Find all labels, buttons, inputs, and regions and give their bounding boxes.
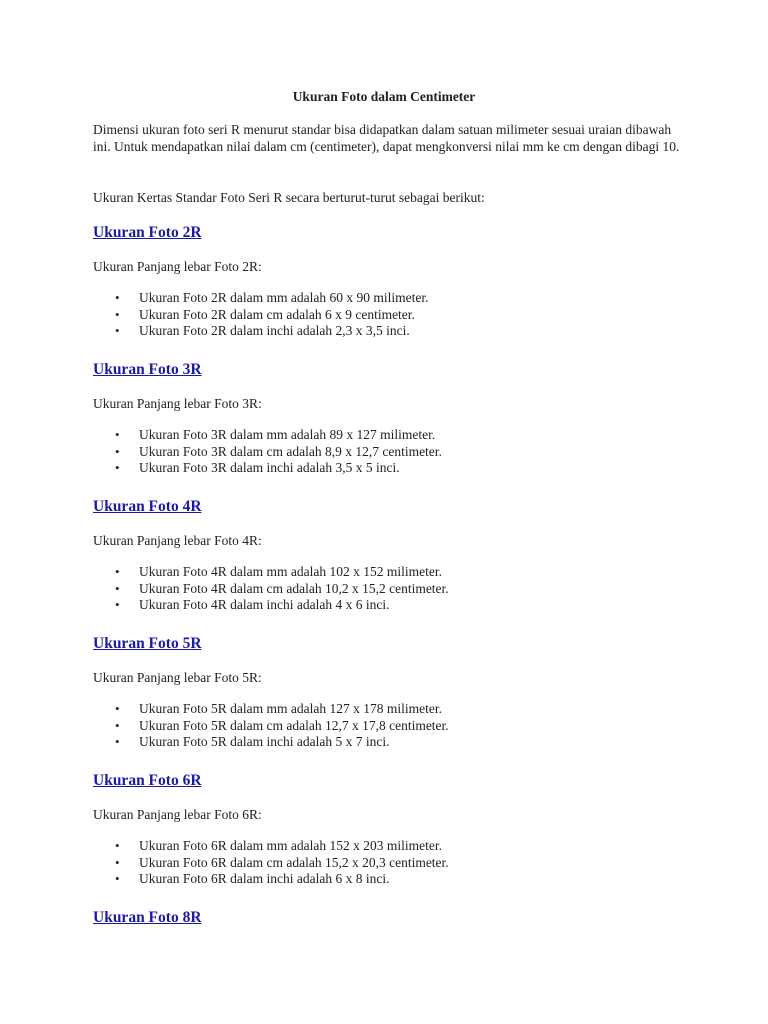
size-list xyxy=(93,290,693,340)
list-item-text: Ukuran Foto 3R dalam inchi adalah 3,5 x 5 inci. xyxy=(139,460,400,476)
size-list xyxy=(93,838,693,888)
list-item xyxy=(93,427,693,444)
list-item-text: Ukuran Foto 6R dalam cm adalah 15,2 x 20,3 centimeter. xyxy=(139,854,449,870)
list-item xyxy=(93,597,693,614)
section-5r xyxy=(93,634,693,771)
list-item-text: Ukuran Foto 5R dalam cm adalah 12,7 x 17,8 centimeter. xyxy=(139,717,449,733)
bullet-icon: • xyxy=(115,734,120,750)
bullet-icon: • xyxy=(115,871,120,887)
section-2r xyxy=(93,223,693,360)
bullet-icon: • xyxy=(115,306,120,322)
section-6r xyxy=(93,771,693,908)
list-item-text: Ukuran Foto 3R dalam cm adalah 8,9 x 12,7 centimeter. xyxy=(139,443,442,459)
section-4r xyxy=(93,497,693,634)
section-heading-link[interactable]: Ukuran Foto 6R xyxy=(93,772,202,789)
list-item-text: Ukuran Foto 6R dalam inchi adalah 6 x 8 inci. xyxy=(139,871,390,887)
bullet-icon: • xyxy=(115,701,120,716)
bullet-icon: • xyxy=(115,564,120,579)
section-heading-link[interactable]: Ukuran Foto 5R xyxy=(93,635,202,652)
section-heading-link[interactable]: Ukuran Foto 4R xyxy=(93,498,202,515)
bullet-icon: • xyxy=(115,290,120,305)
list-item-text: Ukuran Foto 2R dalam mm adalah 60 x 90 milimeter. xyxy=(139,290,429,305)
bullet-icon: • xyxy=(115,460,120,476)
bullet-icon: • xyxy=(115,838,120,853)
list-item-text: Ukuran Foto 2R dalam inchi adalah 2,3 x 3,5 inci. xyxy=(139,323,410,339)
list-item xyxy=(93,718,693,735)
list-item-text: Ukuran Foto 3R dalam mm adalah 89 x 127 milimeter. xyxy=(139,427,436,442)
section-heading-link-8r[interactable]: Ukuran Foto 8R xyxy=(93,909,202,926)
list-item xyxy=(93,564,693,581)
list-item-text: Ukuran Foto 6R dalam mm adalah 152 x 203 milimeter. xyxy=(139,838,442,853)
document-title: Ukuran Foto dalam Centimeter xyxy=(292,89,476,104)
bullet-icon: • xyxy=(115,597,120,613)
list-item-text: Ukuran Foto 4R dalam cm adalah 10,2 x 15,2 centimeter. xyxy=(139,580,449,596)
lead-paragraph: Ukuran Kertas Standar Foto Seri R secara berturut-turut sebagai berikut: xyxy=(93,190,485,205)
sections-container xyxy=(93,223,693,908)
list-item xyxy=(93,871,693,888)
section-subtitle: Ukuran Panjang lebar Foto 4R: xyxy=(93,533,262,548)
list-item-text: Ukuran Foto 4R dalam inchi adalah 4 x 6 inci. xyxy=(139,597,390,613)
list-item-text: Ukuran Foto 2R dalam cm adalah 6 x 9 centimeter. xyxy=(139,306,415,322)
list-item xyxy=(93,290,693,307)
list-item-text: Ukuran Foto 5R dalam inchi adalah 5 x 7 inci. xyxy=(139,734,390,750)
section-heading-link[interactable]: Ukuran Foto 2R xyxy=(93,224,202,241)
list-item-text: Ukuran Foto 4R dalam mm adalah 102 x 152 milimeter. xyxy=(139,564,442,579)
bullet-icon: • xyxy=(115,427,120,442)
list-item xyxy=(93,701,693,718)
list-item xyxy=(93,444,693,461)
bullet-icon: • xyxy=(115,323,120,339)
list-item-text: Ukuran Foto 5R dalam mm adalah 127 x 178 milimeter. xyxy=(139,701,442,716)
section-subtitle: Ukuran Panjang lebar Foto 3R: xyxy=(93,396,262,411)
list-item xyxy=(93,323,693,340)
list-item xyxy=(93,581,693,598)
intro-paragraph: Dimensi ukuran foto seri R menurut standar bisa didapatkan dalam satuan milimeter sesuai uraian dibawah ini. Untuk mendapatkan nilai dalam cm (centimeter), dapat mengkonversi nilai mm ke cm dengan dibagi 10. xyxy=(93,122,680,154)
list-item xyxy=(93,307,693,324)
bullet-icon: • xyxy=(115,854,120,870)
list-item xyxy=(93,734,693,751)
section-subtitle: Ukuran Panjang lebar Foto 2R: xyxy=(93,259,262,274)
section-subtitle: Ukuran Panjang lebar Foto 5R: xyxy=(93,670,262,685)
bullet-icon: • xyxy=(115,580,120,596)
size-list xyxy=(93,701,693,751)
size-list xyxy=(93,427,693,477)
bullet-icon: • xyxy=(115,443,120,459)
section-3r xyxy=(93,360,693,497)
bullet-icon: • xyxy=(115,717,120,733)
list-item xyxy=(93,855,693,872)
size-list xyxy=(93,564,693,614)
section-subtitle: Ukuran Panjang lebar Foto 6R: xyxy=(93,807,262,822)
list-item xyxy=(93,460,693,477)
list-item xyxy=(93,838,693,855)
section-heading-link[interactable]: Ukuran Foto 3R xyxy=(93,361,202,378)
